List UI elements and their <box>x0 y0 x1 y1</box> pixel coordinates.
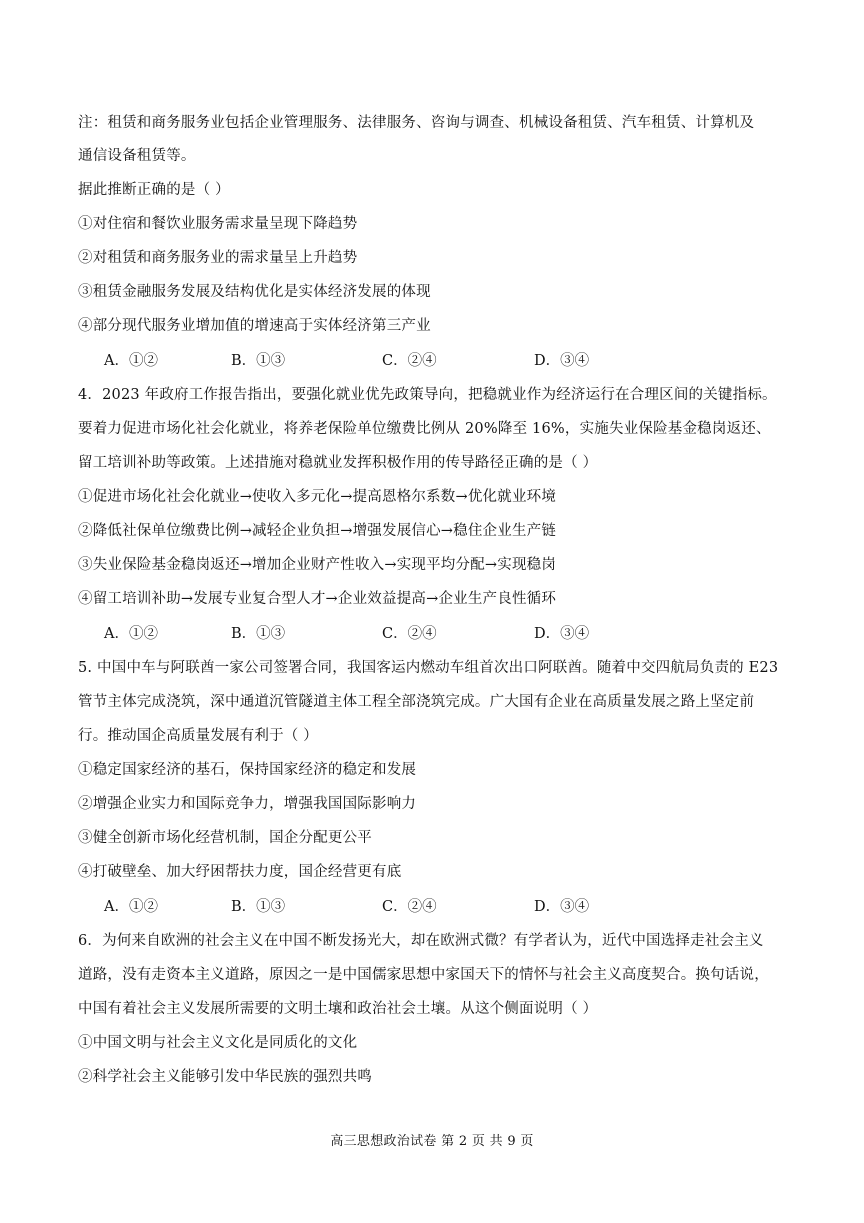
note-line-1: 注：租赁和商务服务业包括企业管理服务、法律服务、咨询与调查、机械设备租赁、汽车租赁、计算机及 <box>78 115 755 131</box>
q4-option-b: B．①③ <box>231 626 286 642</box>
q5-options <box>104 897 744 917</box>
q5-item-1: ①稳定国家经济的基石，保持国家经济的稳定和发展 <box>78 762 417 778</box>
q5-option-a: A．①② <box>104 899 158 915</box>
q6-item-1: ①中国文明与社会主义文化是同质化的文化 <box>78 1035 358 1051</box>
q6-item-2: ②科学社会主义能够引发中华民族的强烈共鸣 <box>78 1069 372 1085</box>
q5-line-1: 5. 中国中车与阿联酋一家公司签署合同，我国客运内燃动车组首次出口阿联酋。随着中交四航局负责的 E23 <box>78 660 779 676</box>
q3-option-b: B．①③ <box>231 353 286 369</box>
q5-option-c: C．②④ <box>382 899 437 915</box>
q5-line-2: 管节主体完成浇筑，深中通道沉管隧道主体工程全部浇筑完成。广大国有企业在高质量发展之路上坚定前 <box>78 694 755 710</box>
q4-line-3: 留工培训补助等政策。上述措施对稳就业发挥积极作用的传导路径正确的是（ ） <box>78 455 598 471</box>
q3-option-d: D．③④ <box>534 353 590 369</box>
q4-option-c: C．②④ <box>382 626 437 642</box>
q4-line-1: 4．2023 年政府工作报告指出，要强化就业优先政策导向，把稳就业作为经济运行在合理区间的关键指标。 <box>78 387 777 403</box>
q4-item-2: ②降低社保单位缴费比例→减轻企业负担→增强发展信心→稳住企业生产链 <box>78 523 557 539</box>
q6-line-2: 道路，没有走资本主义道路，原因之一是中国儒家思想中家国天下的情怀与社会主义高度契合。换句话说， <box>78 967 769 983</box>
q5-item-4: ④打破壁垒、加大纾困帮扶力度，国企经营更有底 <box>78 864 402 880</box>
q6-line-1: 6．为何来自欧洲的社会主义在中国不断发扬光大，却在欧洲式微？有学者认为，近代中国选择走社会主义 <box>78 933 764 949</box>
q5-item-3: ③健全创新市场化经营机制，国企分配更公平 <box>78 830 372 846</box>
q5-option-b: B．①③ <box>231 899 286 915</box>
q4-item-4: ④留工培训补助→发展专业复合型人才→企业效益提高→企业生产良性循环 <box>78 591 557 607</box>
note-line-2: 通信设备租赁等。 <box>78 148 196 164</box>
q5-line-3: 行。推动国企高质量发展有利于（ ） <box>78 728 319 744</box>
q4-options <box>104 624 744 644</box>
q3-item-4: ④部分现代服务业增加值的增速高于实体经济第三产业 <box>78 318 431 334</box>
q4-item-3: ③失业保险基金稳岗返还→增加企业财产性收入→实现平均分配→实现稳岗 <box>78 557 557 573</box>
q5-option-d: D．③④ <box>534 899 590 915</box>
q3-stem: 据此推断正确的是（ ） <box>78 182 230 198</box>
q4-option-a: A．①② <box>104 626 158 642</box>
q3-item-3: ③租赁金融服务发展及结构优化是实体经济发展的体现 <box>78 284 431 300</box>
q5-item-2: ②增强企业实力和国际竞争力，增强我国国际影响力 <box>78 796 417 812</box>
q3-item-1: ①对住宿和餐饮业服务需求量呈现下降趋势 <box>78 216 358 232</box>
q3-option-c: C．②④ <box>382 353 437 369</box>
page-footer: 高三思想政治试卷 第 2 页 共 9 页 <box>330 1134 534 1149</box>
q4-item-1: ①促进市场化社会化就业→使收入多元化→提高恩格尔系数→优化就业环境 <box>78 489 557 505</box>
q3-options <box>104 351 744 371</box>
q3-option-a: A．①② <box>104 353 158 369</box>
q4-option-d: D．③④ <box>534 626 590 642</box>
q3-item-2: ②对租赁和商务服务业的需求量呈上升趋势 <box>78 250 358 266</box>
q4-line-2: 要着力促进市场化社会化就业，将养老保险单位缴费比例从 20%降至 16%，实施失业保险基金稳岗返还、 <box>78 421 771 437</box>
q6-line-3: 中国有着社会主义发展所需要的文明土壤和政治社会土壤。从这个侧面说明（ ） <box>78 1001 598 1017</box>
